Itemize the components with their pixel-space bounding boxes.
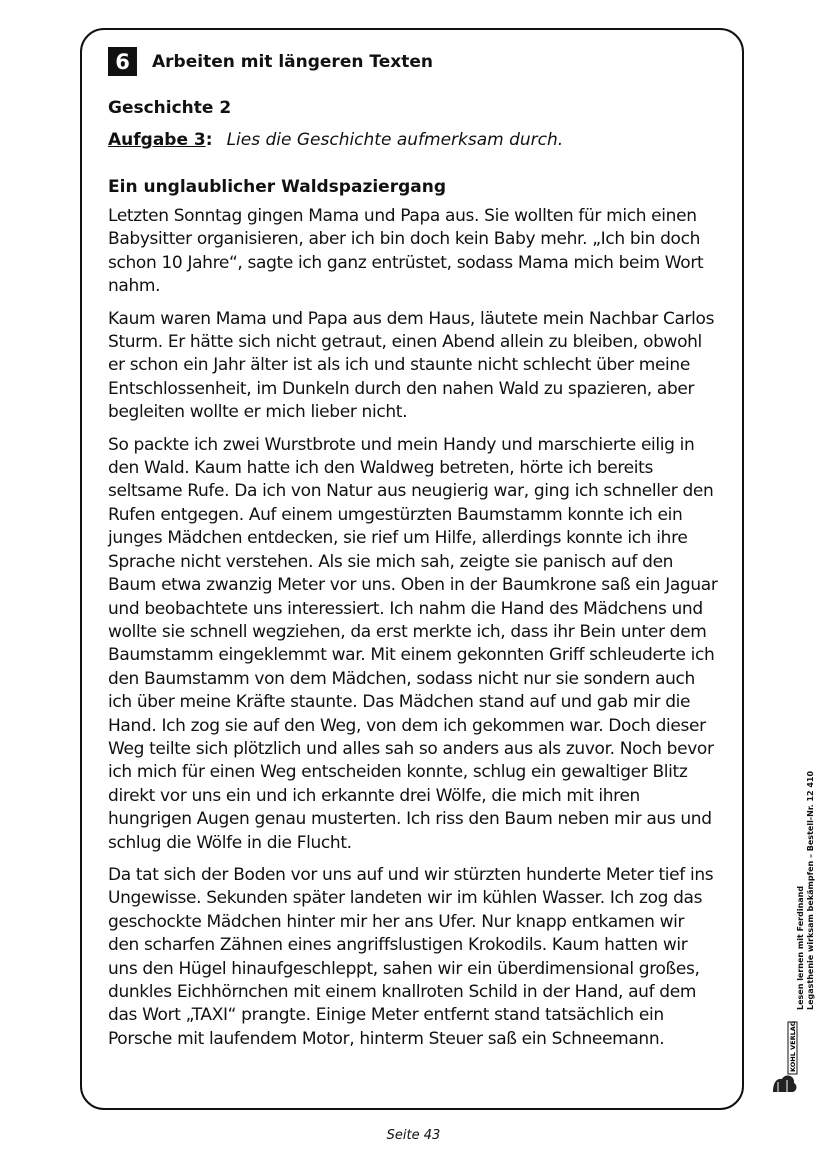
side-note [796,771,816,1010]
task-line [108,130,563,150]
task-colon: : [205,130,213,150]
side-note-line-2: Legasthenie wirksam bekämpfen – Bestell-Nr. 12 410 [806,770,815,1010]
story-paragraph: Da tat sich der Boden vor uns auf und wir stürzten hunderte Meter tief ins Ungewisse. Sekunden später landeten wir im kühlen Wasser. Ich zog das geschockte Mädchen hinter mir her ans Ufer. Nur knapp entkamen wir den scharfen Zähnen eines angriffslustigen Krokodils. Kaum hatten wir uns den Hügel hinaufgeschleppt, sahen wir ein überdimensional großes, dunkles Eichhörnchen mit einem knallroten Schild in der Hand, auf dem das Wort „TAXI“ prangte. Einige Meter entfernt stand tatsächlich ein Porsche mit laufendem Motor, hinterm Steuer saß ein Schneemann. [108,864,714,1049]
story-body [108,205,720,1060]
page-number: Seite 43 [386,1128,441,1143]
task-instruction: Lies die Geschichte aufmerksam durch. [226,130,564,150]
chapter-number-badge: 6 [108,47,137,76]
story-paragraph: Letzten Sonntag gingen Mama und Papa aus. Sie wollten für mich einen Babysitter organisieren, aber ich bin doch kein Baby mehr. „Ich bin doch schon 10 Jahre“, sagte ich ganz entrüstet, sodass Mama mich beim Wort nahm. [108,206,704,297]
chapter-title: Arbeiten mit längeren Texten [152,52,433,72]
publisher-logo [769,1018,799,1094]
side-note-line-1: Lesen lernen mit Ferdinand [796,885,805,1010]
story-paragraph: Kaum waren Mama und Papa aus dem Haus, läutete mein Nachbar Carlos Sturm. Er hätte sich nicht getraut, einen Abend allein zu bleiben, obwohl er schon ein Jahr älter ist als ich und staunte nicht schlecht über meine Entschlossenheit, im Dunkeln durch den nahen Wald zu spazieren, aber begleiten wollte er mich lieber nicht. [108,308,715,423]
story-label: Geschichte 2 [108,98,232,118]
story-title: Ein unglaublicher Waldspaziergang [108,177,446,197]
task-label: Aufgabe 3 [108,130,206,150]
publisher-logo-text: KOHL VERLAG [789,1020,797,1072]
story-paragraph: So packte ich zwei Wurstbrote und mein Handy und marschierte eilig in den Wald. Kaum hatte ich den Waldweg betreten, hörte ich bereits seltsame Rufe. Da ich von Natur aus neugierig war, ging ich schneller den Rufen entgegen. Auf einem umgestürzten Baumstamm konnte ich ein junges Mädchen entdecken, sie rief um Hilfe, allerdings konnte ich ihre Sprache nicht verstehen. Als sie mich sah, zeigte sie panisch auf den Baum etwa zwanzig Meter vor uns. Oben in der Baumkrone saß ein Jaguar und beobachtete uns interessiert. Ich nahm die Hand des Mädchens und wollte sie schnell wegziehen, da erst merkte ich, dass ihr Bein unter dem Baumstamm eingeklemmt war. Mit einem gekonnten Griff schleuderte ich den Baumstamm von dem Mädchen, sodass nicht nur sie sondern auch ich über meine Kräfte staunte. Das Mädchen stand auf und gab mir die Hand. Ich zog sie auf den Weg, von dem ich gekommen war. Doch dieser Weg teilte sich plötzlich und alles sah so anders aus als zuvor. Noch bevor ich mich für einen Weg entscheiden konnte, schlug ein gewaltiger Blitz direkt vor uns ein und ich erkannte drei Wölfe, die mich mit ihren hungrigen Augen genau musterten. Ich riss den Baum neben mir aus und schlug die Wölfe in die Flucht. [108,434,718,853]
tree-icon [773,1076,796,1092]
